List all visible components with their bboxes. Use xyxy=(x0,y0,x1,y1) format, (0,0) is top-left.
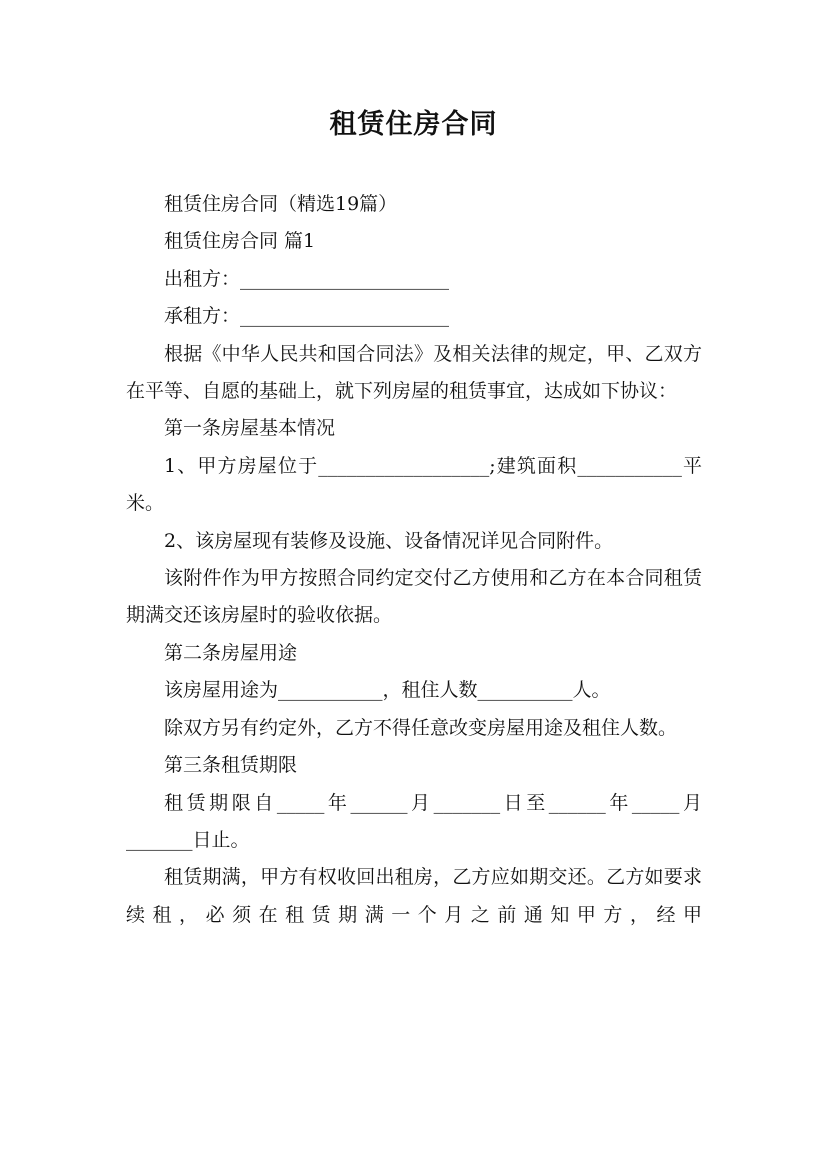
paragraph-subtitle: 租赁住房合同（精选19篇） xyxy=(164,193,398,215)
paragraph-preamble: 根据《中华人民共和国合同法》及相关法律的规定，甲、乙双方在平等、自愿的基础上，就下列房屋的租赁事宜，达成如下协议： xyxy=(126,342,702,403)
document-title: 租赁住房合同 xyxy=(329,109,498,140)
paragraph-lessor: 出租方：______________________ xyxy=(164,267,450,290)
paragraph-lease-term: 租赁期限自_____年______月_______日至______年_____月_______日止。 xyxy=(126,791,702,851)
paragraph-article-1-item-2: 2、该房屋现有装修及设施、设备情况详见合同附件。 xyxy=(164,529,614,552)
paragraph-article-3-heading: 第三条租赁期限 xyxy=(164,754,298,777)
paragraph-lease-expiry: 租赁期满，甲方有权收回出租房，乙方应如期交还。乙方如要求续租，必须在租赁期满一个月之前通知甲方，经甲 xyxy=(126,866,702,926)
paragraph-article-2-heading: 第二条房屋用途 xyxy=(164,641,298,664)
document-body xyxy=(126,186,702,934)
paragraph-section-heading: 租赁住房合同 篇1 xyxy=(164,230,316,253)
paragraph-article-1-heading: 第一条房屋基本情况 xyxy=(164,417,336,440)
paragraph-lessee: 承租方：______________________ xyxy=(164,305,450,328)
paragraph-usage: 该房屋用途为___________，租住人数__________人。 xyxy=(164,679,611,702)
paragraph-usage-restriction: 除双方另有约定外，乙方不得任意改变房屋用途及租住人数。 xyxy=(164,716,678,739)
paragraph-attachment: 该附件作为甲方按照合同约定交付乙方使用和乙方在本合同租赁期满交还该房屋时的验收依据。 xyxy=(126,567,702,627)
paragraph-article-1-item-1: 1、甲方房屋位于__________________;建筑面积___________平米。 xyxy=(126,454,702,515)
